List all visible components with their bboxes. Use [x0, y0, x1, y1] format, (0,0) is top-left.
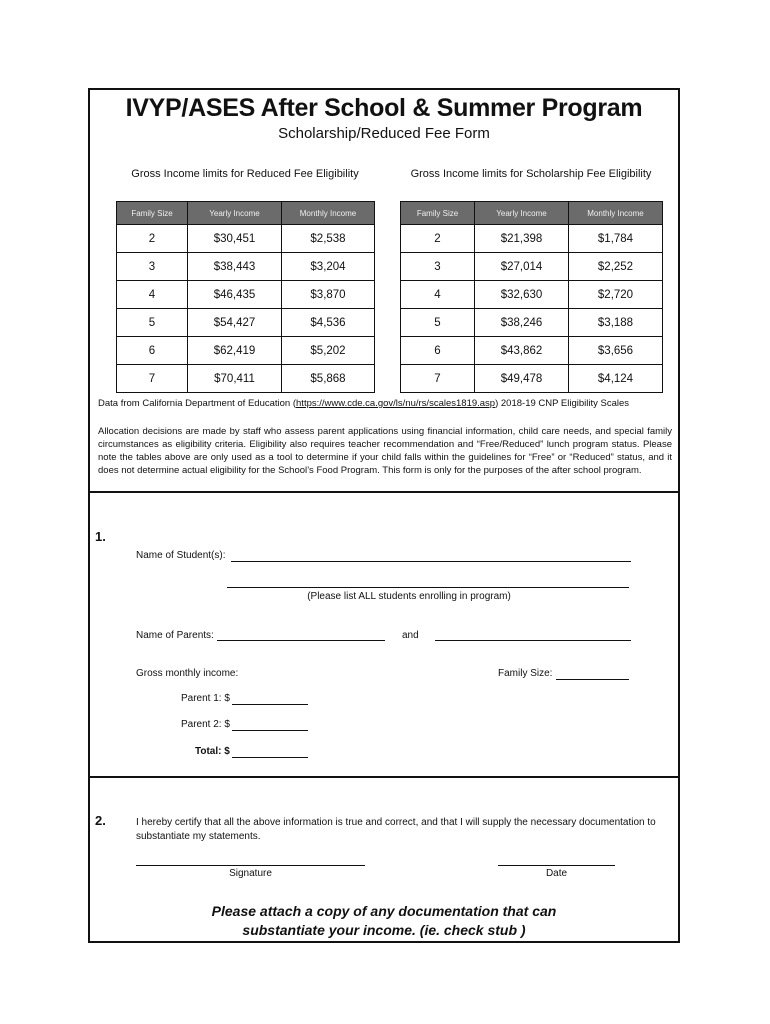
family-size-cell: 5 [117, 309, 188, 337]
section-divider-1 [88, 491, 680, 493]
family-size-cell: 6 [117, 337, 188, 365]
monthly-income-cell: $4,124 [569, 365, 663, 393]
yearly-income-cell: $38,443 [188, 253, 282, 281]
parent-name-line-2[interactable] [435, 640, 631, 641]
yearly-income-cell: $49,478 [475, 365, 569, 393]
family-size-line[interactable] [556, 679, 629, 680]
family-size-cell: 7 [401, 365, 475, 393]
parents-name-label: Name of Parents: [136, 630, 214, 641]
yearly-income-cell: $62,419 [188, 337, 282, 365]
section-1-number: 1. [95, 529, 106, 544]
table-row [401, 253, 663, 281]
table-row [117, 309, 375, 337]
reduced-fee-table [116, 201, 375, 393]
family-size-label: Family Size: [498, 668, 553, 679]
monthly-income-cell: $3,870 [282, 281, 375, 309]
monthly-income-cell: $5,868 [282, 365, 375, 393]
date-label: Date [545, 868, 568, 879]
certify-text: I hereby certify that all the above information is true and correct, and that I will supply the necessary documentation to substantiate my statements. [136, 817, 656, 842]
family-size-cell: 3 [117, 253, 188, 281]
scholarship-table-caption: Gross Income limits for Scholarship Fee Eligibility [410, 168, 652, 180]
monthly-income-cell: $4,536 [282, 309, 375, 337]
parent-name-line-1[interactable] [217, 640, 385, 641]
yearly-income-cell: $21,398 [475, 225, 569, 253]
monthly-income-cell: $3,656 [569, 337, 663, 365]
student-name-line-1[interactable] [231, 561, 631, 562]
table-row [401, 365, 663, 393]
gross-income-label: Gross monthly income: [136, 668, 239, 679]
source-note: Data from California Department of Education (https://www.cde.ca.gov/ls/nu/rs/scales1819.asp) 2018-19 CNP Eligibility Scales [98, 398, 630, 409]
yearly-income-cell: $54,427 [188, 309, 282, 337]
student-name-label: Name of Student(s): [136, 550, 226, 561]
parent-2-income-line[interactable] [232, 730, 308, 731]
table-row [117, 253, 375, 281]
family-size-cell: 7 [117, 365, 188, 393]
yearly-income-cell: $43,862 [475, 337, 569, 365]
form-subtitle: Scholarship/Reduced Fee Form [278, 125, 490, 142]
yearly-income-cell: $70,411 [188, 365, 282, 393]
table-row [401, 309, 663, 337]
date-line[interactable] [498, 865, 615, 866]
parent-2-income-label: Parent 2: $ [181, 719, 230, 730]
header-family-size: Family Size [117, 202, 188, 225]
family-size-cell: 4 [117, 281, 188, 309]
students-hint: (Please list ALL students enrolling in program) [307, 591, 511, 602]
scholarship-fee-table [400, 201, 663, 393]
monthly-income-cell: $2,538 [282, 225, 375, 253]
section-divider-2 [88, 776, 680, 778]
yearly-income-cell: $27,014 [475, 253, 569, 281]
family-size-cell: 3 [401, 253, 475, 281]
attach-documentation-note: Please attach a copy of any documentation that can substantiate your income. (ie. check stub ) [211, 903, 557, 938]
header-yearly-income: Yearly Income [475, 202, 569, 225]
header-monthly-income: Monthly Income [282, 202, 375, 225]
monthly-income-cell: $1,784 [569, 225, 663, 253]
family-size-cell: 2 [401, 225, 475, 253]
parent-1-income-label: Parent 1: $ [181, 693, 230, 704]
header-family-size: Family Size [401, 202, 475, 225]
family-size-cell: 5 [401, 309, 475, 337]
student-name-line-2[interactable] [227, 587, 629, 588]
table-row [117, 365, 375, 393]
and-label: and [402, 630, 419, 641]
table-row [401, 337, 663, 365]
monthly-income-cell: $2,252 [569, 253, 663, 281]
family-size-cell: 4 [401, 281, 475, 309]
reduced-table-caption: Gross Income limits for Reduced Fee Eligibility [131, 168, 359, 180]
total-income-line[interactable] [232, 757, 308, 758]
monthly-income-cell: $3,188 [569, 309, 663, 337]
signature-line[interactable] [136, 865, 365, 866]
total-income-label: Total: $ [195, 746, 230, 757]
table-row [117, 225, 375, 253]
family-size-cell: 2 [117, 225, 188, 253]
table-row [117, 337, 375, 365]
family-size-cell: 6 [401, 337, 475, 365]
yearly-income-cell: $38,246 [475, 309, 569, 337]
header-monthly-income: Monthly Income [569, 202, 663, 225]
monthly-income-cell: $2,720 [569, 281, 663, 309]
table-row [401, 225, 663, 253]
yearly-income-cell: $30,451 [188, 225, 282, 253]
signature-label: Signature [229, 868, 272, 879]
monthly-income-cell: $5,202 [282, 337, 375, 365]
yearly-income-cell: $46,435 [188, 281, 282, 309]
monthly-income-cell: $3,204 [282, 253, 375, 281]
section-2-number: 2. [95, 813, 106, 828]
form-title: IVYP/ASES After School & Summer Program [125, 94, 643, 122]
table-row [117, 281, 375, 309]
header-yearly-income: Yearly Income [188, 202, 282, 225]
cde-link[interactable]: https://www.cde.ca.gov/ls/nu/rs/scales1819.asp [296, 398, 496, 409]
allocation-paragraph: Allocation decisions are made by staff who assess parent applications using financial information, child care needs, and special family circumstances as eligibility criteria. Eligibility also requires teacher recommendation and “Free/Reduced” lunch program status. Please note the tables above are only used as a tool to determine if your child falls within the guidelines for “Free” or “Reduced” status, and it does not determine actual eligibility for the School’s Food Program. This form is only for the purposes of the after school program. [98, 426, 672, 476]
parent-1-income-line[interactable] [232, 704, 308, 705]
yearly-income-cell: $32,630 [475, 281, 569, 309]
table-row [401, 281, 663, 309]
